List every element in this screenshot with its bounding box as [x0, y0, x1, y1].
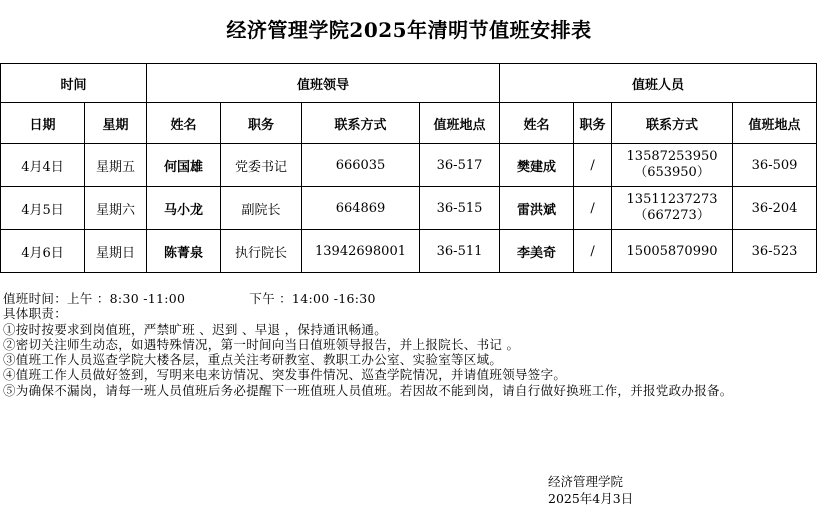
cell-leader-name: 马小龙: [147, 187, 221, 230]
header-staff-location: 值班地点: [733, 103, 817, 144]
cell-staff-location: 36-509: [733, 144, 817, 187]
cell-leader-name: 陈菁泉: [147, 230, 221, 273]
cell-staff-name: 樊建成: [500, 144, 574, 187]
cell-leader-location: 36-515: [420, 187, 500, 230]
header-leader-name: 姓名: [147, 103, 221, 144]
header-leader-location: 值班地点: [420, 103, 500, 144]
duty-time-line: 值班时间：上午 ：8:30 -11:00 下午 ：14:00 -16:30: [3, 291, 376, 306]
cell-leader-name: 何国雄: [147, 144, 221, 187]
cell-staff-location: 36-523: [733, 230, 817, 273]
cell-date: 4月5日: [1, 187, 85, 230]
cell-staff-location: 36-204: [733, 187, 817, 230]
cell-staff-name: 雷洪斌: [500, 187, 574, 230]
cell-staff-contact: [612, 144, 733, 187]
cell-weekday: 星期五: [85, 144, 147, 187]
cell-leader-contact: 666035: [302, 144, 420, 187]
page-title: 经济管理学院2025年清明节值班安排表: [226, 18, 592, 42]
cell-staff-contact: 15005870990: [612, 230, 733, 273]
cell-leader-contact: 13942698001: [302, 230, 420, 273]
header-date: 日期: [1, 103, 85, 144]
cell-staff-position: /: [574, 230, 612, 273]
cell-date: 4月6日: [1, 230, 85, 273]
header-group-row: [1, 64, 817, 103]
duty-item: ⑤为确保不漏岗，请每一班人员值班后务必提醒下一班值班人员值班。若因故不能到岗，请自行做好换班工作，并报党政办报备。: [3, 382, 733, 398]
cell-staff-position: /: [574, 144, 612, 187]
cell-staff-name: 李美奇: [500, 230, 574, 273]
duty-item: ④值班工作人员做好签到，写明来电来访情况、突发事件情况、巡查学院情况，并请值班领导签字。: [3, 367, 567, 383]
header-staff-position: 职务: [574, 103, 612, 144]
table-row: [1, 230, 817, 273]
table-row: [1, 144, 817, 187]
signature-org: 经济管理学院: [548, 474, 624, 489]
signature-block: [548, 473, 633, 507]
cell-leader-location: 36-511: [420, 230, 500, 273]
staff-extension: （667273）: [634, 208, 710, 223]
staff-extension: （653950）: [634, 165, 710, 180]
header-staff-contact: 联系方式: [612, 103, 733, 144]
cell-staff-position: /: [574, 187, 612, 230]
duty-schedule-table: [0, 63, 817, 273]
header-weekday: 星期: [85, 103, 147, 144]
cell-leader-position: 党委书记: [221, 144, 302, 187]
cell-staff-contact: [612, 187, 733, 230]
header-duty-staff: 值班人员: [500, 64, 817, 103]
header-time: 时间: [1, 64, 147, 103]
staff-mobile: 13511237273: [626, 192, 718, 207]
cell-leader-location: 36-517: [420, 144, 500, 187]
cell-date: 4月4日: [1, 144, 85, 187]
duty-item: ③值班工作人员巡查学院大楼各层，重点关注考研教室、教职工办公室、实验室等区域。: [3, 352, 503, 368]
cell-leader-contact: 664869: [302, 187, 420, 230]
duty-item: ①按时按要求到岗值班，严禁旷班 、迟到 、早退 ，保持通讯畅通。: [3, 321, 388, 337]
cell-weekday: 星期六: [85, 187, 147, 230]
duty-notes: [3, 291, 815, 398]
duty-responsibilities-title: 具体职责：: [3, 306, 68, 322]
header-staff-name: 姓名: [500, 103, 574, 144]
staff-mobile: 13587253950: [626, 149, 718, 164]
header-duty-leader: 值班领导: [147, 64, 500, 103]
header-leader-position: 职务: [221, 103, 302, 144]
cell-leader-position: 执行院长: [221, 230, 302, 273]
table-row: [1, 187, 817, 230]
header-column-row: [1, 103, 817, 144]
duty-item: ②密切关注师生动态，如遇特殊情况，第一时间向当日值班领导报告，并上报院长、书记 。: [3, 336, 520, 352]
header-leader-contact: 联系方式: [302, 103, 420, 144]
cell-weekday: 星期日: [85, 230, 147, 273]
cell-leader-position: 副院长: [221, 187, 302, 230]
signature-date: 2025年4月3日: [548, 491, 634, 506]
